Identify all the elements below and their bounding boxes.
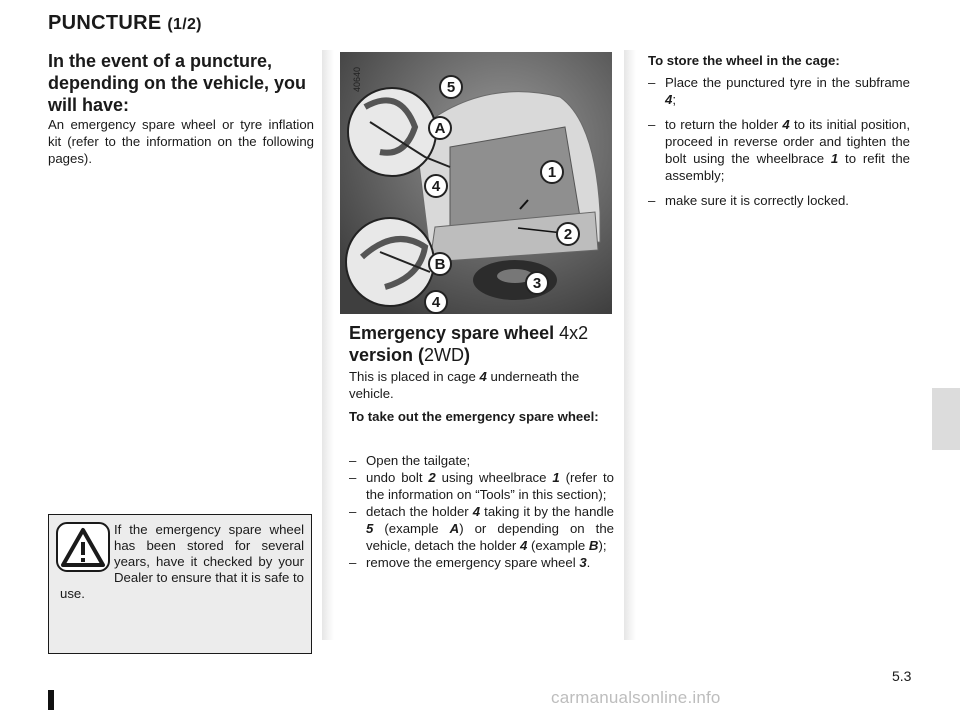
callout-4: 4	[431, 178, 441, 195]
text-fragment: );	[598, 538, 607, 553]
section-title-part: 2WD	[424, 345, 465, 365]
text-fragment: underneath the vehicle.	[349, 369, 580, 401]
take-out-steps	[349, 452, 614, 571]
callout-4: 4	[431, 294, 441, 311]
list-item	[349, 452, 614, 469]
store-steps	[648, 74, 910, 217]
list-item	[648, 74, 910, 108]
list-item	[349, 503, 614, 554]
text-fragment: to its initial position, proceed in reverse order and tighten the bolt using the wheelbrace	[665, 117, 910, 166]
list-item	[349, 469, 614, 503]
ref-number: 3	[579, 555, 587, 570]
watermark: carmanualsonline.info	[551, 688, 721, 707]
text-fragment: Place the punctured tyre in the subframe	[665, 75, 910, 90]
warning-triangle-icon	[56, 522, 110, 572]
ref-number: 2	[428, 470, 436, 485]
callout-b: B	[434, 256, 446, 273]
text-fragment: ) or depending on the vehicle, detach the holder	[366, 521, 614, 553]
page-title	[48, 12, 202, 35]
ref-number: 1	[830, 151, 839, 166]
section-title-part: version (	[349, 345, 425, 365]
text-fragment: undo bolt	[366, 470, 423, 485]
ref-number: 4	[665, 92, 673, 107]
page-title-part: (1/2)	[167, 16, 202, 33]
text-fragment: (refer to the information on “Tools” in this section);	[366, 470, 614, 502]
text-fragment: remove the emergency spare wheel	[366, 555, 576, 570]
text-fragment: make sure it is correctly locked.	[665, 193, 849, 208]
text-fragment: .	[586, 555, 591, 570]
text-fragment: This is placed in cage	[349, 369, 476, 384]
column-divider	[624, 50, 636, 640]
text-fragment: detach the holder	[366, 504, 469, 519]
list-item	[648, 192, 910, 209]
callout-2: 2	[563, 226, 573, 243]
text-fragment: (example	[530, 538, 586, 553]
cage-location-text	[349, 368, 614, 402]
section-title-part: )	[464, 345, 471, 365]
text-fragment: ;	[672, 92, 677, 107]
text-fragment: taking it by the handle	[484, 504, 614, 519]
text-fragment: using wheelbrace	[441, 470, 547, 485]
spare-wheel-illustration	[340, 52, 612, 314]
figure-reference: 40640	[352, 66, 362, 92]
text-fragment: to return the holder	[665, 117, 779, 132]
take-out-heading: To take out the emergency spare wheel:	[349, 409, 599, 424]
ref-number: 4	[479, 369, 487, 384]
text-fragment: (example	[384, 521, 439, 536]
section-title-part: Emergency spare wheel	[349, 323, 555, 343]
section-tab	[932, 388, 960, 450]
ref-number: 4	[472, 504, 481, 519]
intro-heading: In the event of a puncture, depending on the vehicle, you will have:	[48, 51, 307, 115]
ref-letter: A	[449, 521, 460, 536]
list-item	[648, 116, 910, 184]
section-title-part: 4x2	[559, 323, 589, 343]
callout-3: 3	[532, 275, 542, 292]
warning-text: If the emergency spare wheel has been stored for several years, have it checked by your Dealer to ensure that it is safe to use.	[60, 522, 304, 601]
callout-1: 1	[547, 164, 557, 181]
text-fragment: to refit the assembly;	[665, 151, 910, 183]
ref-number: 5	[366, 521, 374, 536]
ref-number: 4	[782, 117, 790, 132]
ref-number: 1	[552, 470, 560, 485]
ref-letter: B	[588, 538, 599, 553]
corner-mark	[48, 690, 54, 710]
page-title-main: PUNCTURE	[48, 12, 162, 34]
callout-5: 5	[446, 79, 456, 96]
page-number: 5.3	[892, 668, 912, 684]
ref-number: 4	[519, 538, 528, 553]
intro-body: An emergency spare wheel or tyre inflation kit (refer to the information on the following pages).	[48, 117, 314, 166]
list-item	[349, 554, 614, 571]
callout-a: A	[434, 120, 446, 137]
text-fragment: Open the tailgate;	[366, 453, 471, 468]
section-title	[349, 322, 619, 366]
column-divider	[322, 50, 334, 640]
store-heading: To store the wheel in the cage:	[648, 53, 840, 68]
